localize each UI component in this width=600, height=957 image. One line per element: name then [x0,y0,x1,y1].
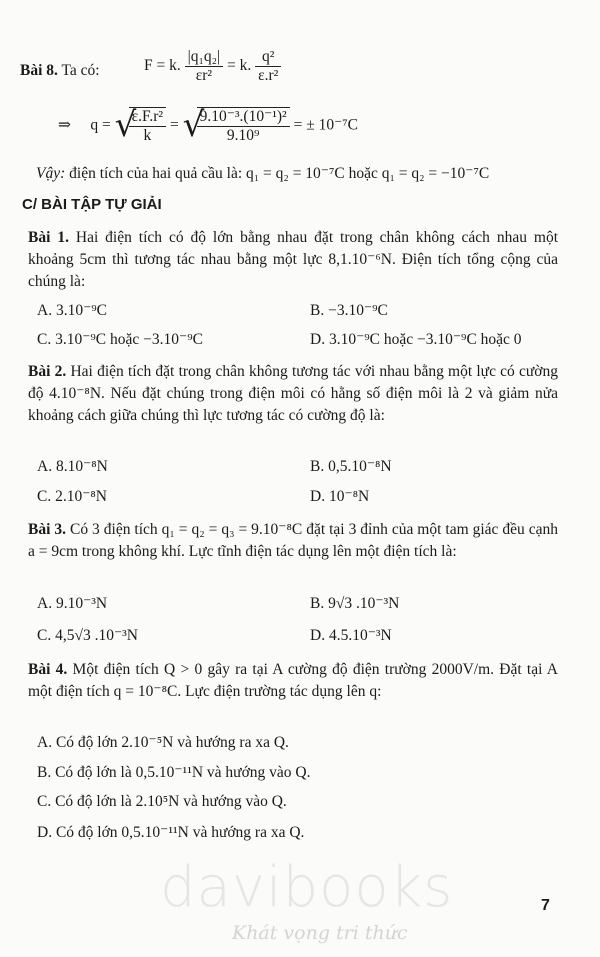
page-number: 7 [541,897,550,914]
problem-4-option-a: A. Có độ lớn 2.10⁻⁵N và hướng ra xa Q. [37,734,289,751]
bai8-intro: Ta có: [61,62,100,79]
problem-1-option-b: B. −3.10⁻⁹C [310,302,388,319]
fraction-coulomb [185,48,224,85]
formula-F-label: F = k. [144,57,181,75]
sqrt2-denominator: 9.10⁹ [226,127,260,144]
sqrt-expression-2: √ $\frac{\text{9.10⁻³.(10⁻¹)²}}{\text{9.10⁹}}$ [183,107,290,145]
sqrt1-denominator: k [143,127,152,144]
watermark-brand: davibooks [160,855,454,920]
problem-1-option-d: D. 3.10⁻⁹C hoặc −3.10⁻⁹C hoặc 0 [310,331,522,348]
problem-4-option-b: B. Có độ lớn là 0,5.10⁻¹¹N và hướng vào Q. [37,764,311,781]
problem-2-option-c: C. 2.10⁻⁸N [37,488,107,505]
bai8-line1 [20,62,100,80]
problem-4-label: Bài 4. [28,661,68,678]
problem-2-option-b: B. 0,5.10⁻⁸N [310,458,392,475]
bai8-label: Bài 8. [20,62,58,79]
bai8-conclusion [36,164,489,183]
frac1-numerator: |q₁q₂| [185,48,224,67]
implies-arrow: ⇒ [58,116,71,134]
sqrt1-numerator: ε.F.r² [129,108,166,127]
section-title: C/ BÀI TẬP TỰ GIẢI [22,196,162,213]
equals-sign: = [169,116,179,134]
bai8-formula-F [144,48,281,85]
problem-1-text: Hai điện tích có độ lớn bằng nhau đặt trong chân không cách nhau một khoảng 5cm thì tương tác nhau bằng một lực 8,1.10⁻⁶N. Điện tích tổng cộng của chúng là: [28,229,558,290]
problem-2-option-d: D. 10⁻⁸N [310,488,370,505]
frac2-denominator: ε.r² [258,67,279,84]
problem-1 [28,227,558,293]
problem-4 [28,659,558,703]
bai8-formula-q [58,107,358,145]
problem-3-text: Có 3 điện tích q₁ = q₂ = q₃ = 9.10⁻⁸C đặt tại 3 đỉnh của một tam giác đều cạnh a = 9cm trong không khí. Lực tĩnh điện tác dụng lên một điện tích là: [28,521,558,560]
problem-3-option-d: D. 4.5.10⁻³N [310,627,392,644]
fraction-q-squared [255,48,281,85]
problem-3 [28,519,558,563]
problem-3-label: Bài 3. [28,521,66,538]
problem-2 [28,361,558,427]
problem-3-option-b: B. 9√3 .10⁻³N [310,595,400,612]
problem-3-option-c: C. 4,5√3 .10⁻³N [37,627,138,644]
formula-eq-k: = k. [227,57,252,75]
sqrt2-numerator: 9.10⁻³.(10⁻¹)² [197,108,290,127]
problem-1-option-c: C. 3.10⁻⁹C hoặc −3.10⁻⁹C [37,331,203,348]
watermark-slogan: Khát vọng tri thức [232,922,408,944]
problem-4-text: Một điện tích Q > 0 gây ra tại A cường độ điện trường 2000V/m. Đặt tại A một điện tích q = 10⁻⁸C. Lực điện trường tác dụng lên q: [28,661,558,700]
sqrt-expression-1: √ $\frac{\text{ε.F.r²}}{k}$ [115,107,166,145]
q-equals: q = [90,116,111,134]
frac1-denominator: εr² [195,67,213,84]
conclusion-label: Vậy: [36,165,66,182]
problem-2-text: Hai điện tích đặt trong chân không tương tác với nhau bằng một lực có cường độ 4.10⁻⁸N. Nếu đặt chúng trong điện môi có hằng số điện môi là 2 và giảm nửa khoảng cách giữa chúng thì lực tương tác có cường độ là: [28,363,558,424]
problem-2-option-a: A. 8.10⁻⁸N [37,458,108,475]
problem-1-label: Bài 1. [28,229,69,246]
problem-1-option-a: A. 3.10⁻⁹C [37,302,107,319]
problem-4-option-d: D. Có độ lớn 0,5.10⁻¹¹N và hướng ra xa Q. [37,824,305,841]
frac2-numerator: q² [255,48,281,67]
problem-3-option-a: A. 9.10⁻³N [37,595,108,612]
problem-2-label: Bài 2. [28,363,67,380]
problem-4-option-c: C. Có độ lớn là 2.10⁵N và hướng vào Q. [37,793,287,810]
q-result: = ± 10⁻⁷C [293,116,359,134]
conclusion-text: điện tích của hai quả cầu là: q₁ = q₂ = 10⁻⁷C hoặc q₁ = q₂ = −10⁻⁷C [69,165,490,182]
